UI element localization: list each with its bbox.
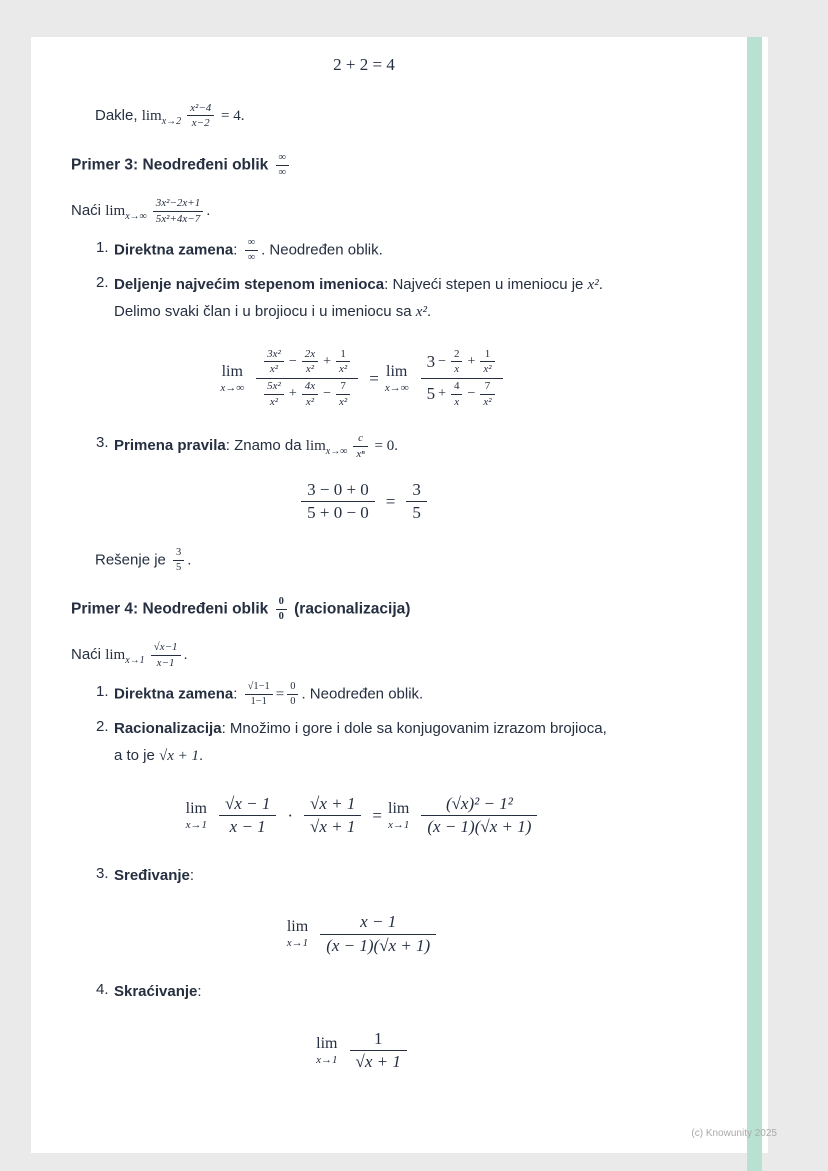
fraction-lhs bbox=[256, 347, 358, 411]
text: . bbox=[206, 202, 211, 220]
term: 5 bbox=[426, 384, 436, 404]
lim-subscript: x→2 bbox=[161, 115, 182, 127]
fraction-denominator: x² bbox=[269, 395, 279, 408]
fraction-denominator: 0 bbox=[290, 696, 296, 708]
list-number: 4. bbox=[96, 981, 109, 999]
math-x-squared: x² bbox=[415, 303, 427, 320]
fraction-denominator: x bbox=[454, 395, 460, 408]
fraction-denominator bbox=[421, 379, 503, 410]
paragraph-naci-primer4 bbox=[71, 641, 727, 669]
fraction-numerator: 1 bbox=[350, 1028, 407, 1052]
text: : Množimo i gore i dole sa konjugovanim izrazom brojioca, bbox=[221, 720, 607, 738]
fraction-denominator: ∞ bbox=[247, 252, 256, 264]
fraction bbox=[153, 197, 203, 225]
fraction bbox=[264, 380, 284, 408]
fraction-denominator: x − 1 bbox=[229, 817, 266, 837]
lim-subscript: x→1 bbox=[387, 818, 410, 831]
fraction bbox=[264, 348, 284, 376]
text: . bbox=[426, 302, 432, 320]
fraction-infinity bbox=[276, 152, 290, 179]
fraction-numerator: 3x² bbox=[264, 348, 284, 363]
display-equation-division-by-x2 bbox=[71, 347, 727, 411]
step-label: Deljenje najvećim stepenom imenioca bbox=[114, 276, 385, 294]
list-item-body bbox=[114, 432, 727, 460]
text: Delimo svaki član i u brojiocu i u imeniocu sa bbox=[114, 302, 416, 320]
lim-subscript: x→1 bbox=[286, 937, 309, 950]
text-line bbox=[114, 743, 727, 769]
text: . Neodređen oblik. bbox=[301, 685, 424, 703]
lim-operator: lim bbox=[105, 203, 126, 220]
display-equation-simplified bbox=[71, 911, 727, 957]
fraction-denominator: √x + 1 bbox=[355, 1052, 401, 1072]
fraction-numerator: 5x² bbox=[264, 380, 284, 395]
text: : bbox=[189, 867, 195, 884]
lim-subscript: x→1 bbox=[125, 655, 145, 667]
display-equation-limit-result bbox=[71, 479, 727, 525]
fraction-denominator: 5 bbox=[412, 503, 421, 523]
fraction-infinity bbox=[245, 237, 259, 264]
fraction bbox=[219, 793, 276, 839]
operator: + bbox=[288, 386, 297, 402]
text-line bbox=[114, 716, 727, 742]
fraction-denominator: x² bbox=[305, 363, 315, 376]
fraction-denominator: x² bbox=[269, 363, 279, 376]
fraction-numerator: 2 bbox=[451, 348, 463, 363]
fraction-numerator: 0 bbox=[287, 681, 298, 695]
list-number: 2. bbox=[96, 718, 109, 736]
fraction-numerator: 7 bbox=[336, 380, 350, 395]
lim-operator bbox=[287, 919, 308, 949]
lim-subscript: x→1 bbox=[185, 818, 207, 831]
fraction-denominator: 5 + 0 − 0 bbox=[307, 503, 369, 523]
document-page bbox=[31, 37, 768, 1153]
lim-word: lim bbox=[286, 918, 309, 936]
operator: + bbox=[438, 386, 446, 402]
list-item-body bbox=[114, 237, 727, 264]
equation-result: = 0. bbox=[370, 438, 398, 455]
fraction-numerator: 1 bbox=[480, 348, 494, 363]
step-label: Sređivanje bbox=[114, 867, 190, 884]
list-item-body bbox=[114, 716, 727, 769]
operator: − bbox=[323, 386, 332, 402]
fraction-numerator: c bbox=[353, 432, 367, 447]
fraction bbox=[421, 793, 537, 839]
fraction-rhs bbox=[421, 347, 503, 411]
list-item-body bbox=[114, 681, 727, 708]
list-item-step4 bbox=[71, 979, 727, 1005]
fraction-denominator: 0 bbox=[278, 610, 284, 622]
fraction-numerator: 7 bbox=[480, 380, 494, 395]
text: a to je bbox=[114, 746, 160, 764]
fraction-denominator: x bbox=[454, 363, 460, 376]
fraction-numerator: 2x bbox=[302, 348, 318, 363]
fraction bbox=[451, 348, 463, 376]
fraction bbox=[301, 479, 375, 525]
display-equation-rationalization bbox=[71, 793, 727, 839]
lim-operator bbox=[385, 364, 409, 394]
fraction bbox=[336, 380, 350, 408]
fraction-numerator: ∞ bbox=[245, 237, 259, 251]
text: . bbox=[187, 551, 192, 569]
fraction-numerator: x − 1 bbox=[320, 911, 436, 935]
fraction bbox=[173, 547, 184, 574]
term: 3 bbox=[426, 352, 436, 372]
text-line bbox=[114, 299, 727, 325]
fraction bbox=[336, 348, 350, 376]
operator: − bbox=[438, 353, 446, 369]
lim-word: lim bbox=[386, 362, 408, 380]
fraction bbox=[304, 793, 361, 839]
operator: + bbox=[467, 353, 476, 369]
display-equation-final bbox=[71, 1028, 727, 1074]
operator: + bbox=[323, 353, 332, 369]
text: . bbox=[199, 746, 204, 764]
fraction-numerator: √1−1 bbox=[245, 681, 273, 695]
fraction-numerator: (√x)² − 1² bbox=[421, 793, 537, 817]
watermark: (c) Knowunity 2025 bbox=[691, 1128, 777, 1139]
text: Dakle, bbox=[95, 106, 142, 124]
equation-text: 2 + 2 = 4 bbox=[333, 55, 395, 74]
lim-operator: lim bbox=[141, 107, 162, 124]
text-line bbox=[114, 272, 727, 298]
fraction-denominator: x² bbox=[339, 363, 348, 376]
heading-text: Primer 3: Neodređeni oblik bbox=[71, 156, 273, 174]
text: : Najveći stepen u imeniocu je bbox=[384, 276, 588, 294]
lim-subscript: x→∞ bbox=[325, 446, 348, 458]
fraction-denominator: 1−1 bbox=[250, 696, 267, 708]
equals-sign: = bbox=[369, 368, 379, 388]
fraction-numerator: 3x²−2x+1 bbox=[153, 197, 203, 212]
list-number: 2. bbox=[96, 274, 109, 292]
fraction-numerator: 1 bbox=[336, 348, 350, 363]
lim-operator: lim bbox=[105, 647, 126, 664]
lim-subscript: x→∞ bbox=[384, 381, 409, 394]
lim-operator: lim bbox=[305, 438, 326, 455]
fraction-denominator: (x − 1)(√x + 1) bbox=[326, 935, 431, 955]
math-x-squared: x² bbox=[587, 277, 599, 294]
fraction bbox=[302, 380, 318, 408]
text: . Neodređen oblik. bbox=[261, 241, 383, 259]
step-label: Direktna zamena bbox=[114, 685, 234, 703]
fraction-denominator: √x + 1 bbox=[310, 817, 356, 837]
heading-text: Primer 4: Neodređeni oblik bbox=[71, 600, 273, 618]
fraction bbox=[480, 380, 494, 408]
lim-word: lim bbox=[185, 799, 207, 817]
text: . bbox=[183, 646, 188, 664]
fraction-denominator: xⁿ bbox=[356, 448, 365, 461]
equals-sign: = bbox=[385, 491, 396, 511]
fraction-denominator bbox=[256, 379, 358, 410]
list-item-step2 bbox=[71, 716, 727, 769]
list-item-step1 bbox=[71, 681, 727, 708]
list-item-body bbox=[114, 979, 727, 1005]
text: . bbox=[598, 276, 603, 294]
fraction-zero-over-zero bbox=[287, 681, 298, 708]
lim-operator bbox=[388, 801, 409, 831]
fraction-denominator: 5x²+4x−7 bbox=[155, 212, 201, 225]
fraction-result bbox=[406, 479, 427, 525]
fraction bbox=[302, 348, 318, 376]
text: Naći bbox=[71, 202, 106, 220]
lim-operator bbox=[316, 1036, 337, 1066]
heading-primer-4 bbox=[71, 596, 727, 623]
text: : bbox=[233, 241, 242, 259]
heading-text: (racionalizacija) bbox=[289, 600, 411, 618]
math-sqrt-x-plus-1: √x + 1 bbox=[159, 747, 200, 764]
fraction-numerator: x²−4 bbox=[187, 102, 214, 117]
operator: − bbox=[467, 386, 476, 402]
fraction-numerator bbox=[256, 347, 358, 379]
text: : Znamo da bbox=[225, 437, 306, 455]
fraction bbox=[451, 380, 463, 408]
step-label: Primena pravila bbox=[114, 437, 226, 455]
list-item-step3 bbox=[71, 432, 727, 460]
fraction-denominator: x−2 bbox=[191, 117, 210, 130]
equals-sign: = bbox=[275, 686, 285, 703]
list-item-body bbox=[114, 272, 727, 325]
fraction-denominator: x² bbox=[305, 395, 315, 408]
fraction bbox=[320, 911, 436, 957]
paragraph-naci-primer3 bbox=[71, 197, 727, 225]
paragraph-dakle bbox=[95, 102, 727, 130]
list-item-step2 bbox=[71, 272, 727, 325]
fraction bbox=[353, 432, 367, 460]
fraction-denominator: 5 bbox=[176, 561, 182, 573]
fraction bbox=[151, 641, 181, 669]
display-equation-intro bbox=[71, 52, 727, 78]
text: : bbox=[233, 685, 242, 703]
green-accent-stripe bbox=[747, 37, 762, 1171]
fraction-numerator: √x − 1 bbox=[219, 793, 276, 817]
fraction-numerator: 3 − 0 + 0 bbox=[301, 479, 375, 503]
fraction bbox=[350, 1028, 407, 1074]
list-number: 1. bbox=[96, 683, 109, 701]
fraction-denominator: (x − 1)(√x + 1) bbox=[427, 817, 532, 837]
multiplication-dot: · bbox=[287, 806, 294, 826]
lim-word: lim bbox=[221, 362, 243, 380]
fraction-numerator: 4x bbox=[302, 380, 318, 395]
lim-subscript: x→∞ bbox=[125, 211, 147, 223]
step-label: Skraćivanje bbox=[114, 983, 198, 1001]
list-number: 1. bbox=[96, 239, 109, 257]
list-item-step3 bbox=[71, 863, 727, 889]
operator: − bbox=[288, 353, 297, 369]
fraction-denominator: x² bbox=[483, 395, 492, 408]
fraction-numerator: 3 bbox=[406, 479, 427, 503]
list-item-step1 bbox=[71, 237, 727, 264]
step-label: Racionalizacija bbox=[114, 720, 222, 738]
fraction-numerator: √x + 1 bbox=[304, 793, 361, 817]
heading-primer-3 bbox=[71, 152, 727, 179]
text: Naći bbox=[71, 646, 106, 664]
text: : bbox=[197, 983, 202, 1001]
fraction-denominator: x−1 bbox=[156, 656, 175, 669]
fraction-denominator: x² bbox=[483, 363, 492, 376]
step-label: Direktna zamena bbox=[114, 241, 234, 259]
fraction-zero-over-zero bbox=[276, 596, 287, 623]
fraction-numerator bbox=[421, 347, 503, 379]
lim-operator bbox=[220, 364, 244, 394]
lim-word: lim bbox=[316, 1034, 338, 1052]
fraction-numerator: 4 bbox=[451, 380, 463, 395]
lim-subscript: x→∞ bbox=[220, 381, 245, 394]
fraction-denominator: ∞ bbox=[278, 166, 287, 178]
list-item-body bbox=[114, 863, 727, 889]
document-content bbox=[71, 37, 727, 1096]
fraction-numerator: 0 bbox=[276, 596, 287, 610]
fraction bbox=[245, 681, 273, 708]
fraction bbox=[187, 102, 214, 130]
text: Rešenje je bbox=[95, 551, 171, 569]
fraction-denominator: x² bbox=[339, 395, 348, 408]
lim-word: lim bbox=[388, 799, 410, 817]
paragraph-resenje bbox=[95, 547, 727, 574]
list-number: 3. bbox=[96, 434, 109, 452]
fraction-numerator: ∞ bbox=[276, 152, 290, 166]
fraction-numerator: 3 bbox=[173, 547, 184, 561]
list-number: 3. bbox=[96, 865, 109, 882]
equals-sign: = bbox=[372, 806, 382, 826]
lim-subscript: x→1 bbox=[316, 1053, 338, 1066]
fraction-numerator: √x−1 bbox=[151, 641, 181, 656]
lim-operator bbox=[186, 801, 207, 831]
equation-result: = 4. bbox=[217, 107, 245, 124]
fraction bbox=[480, 348, 494, 376]
